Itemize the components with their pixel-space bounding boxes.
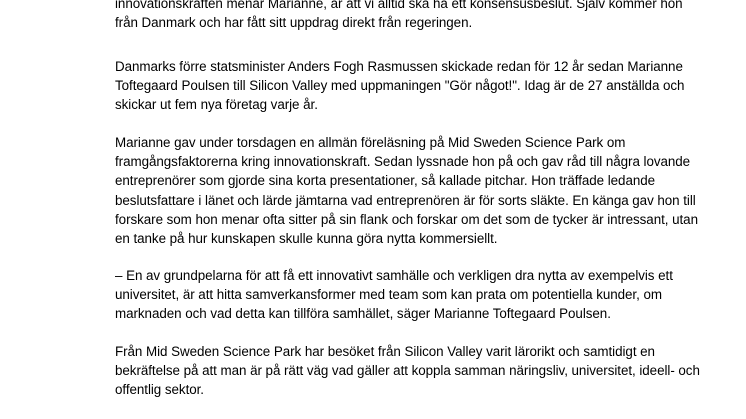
paragraph-line: offentlig sektor. [115,382,204,398]
paragraph-line: entreprenörer som gjorde sina korta presentationer, så kallade pitchar. Hon träffade ledande [115,173,656,189]
paragraph-line: Toftegaard Poulsen till Silicon Valley med uppmaningen "Gör något!". Idag är de 27 anställda och [115,78,685,94]
paragraph-line: bekräftelse på att man är på rätt väg vad gäller att koppla samman näringsliv, universitet, ideell- och [115,363,700,379]
paragraph-3 [115,133,698,248]
paragraph-line: skickar ut fem nya företag varje år. [115,97,318,113]
paragraph-2 [115,57,685,115]
paragraph-line: forskare som hon menar ofta sitter på sin flank och forskar om det som de tycker är intressant, utan [115,211,698,227]
paragraph-1 [115,0,683,32]
paragraph-4-quote [115,266,673,324]
paragraph-line: Från Mid Sweden Science Park har besöket från Silicon Valley varit lärorikt och samtidigt en [115,344,655,359]
paragraph-line: marknaden och vad detta kan tillföra samhället, säger Marianne Toftegaard Poulsen. [115,306,611,322]
paragraph-line: Danmarks förre statsminister Anders Fogh Rasmussen skickade redan för 12 år sedan Marianne [115,59,683,74]
paragraph-line: innovationskraften menar Marianne, är att vi alltid ska ha ett konsensusbeslut. Själv kommer hon [115,0,683,11]
paragraph-line: framgångsfaktorerna kring innovationskraft. Sedan lyssnade hon på och gav råd till några lovande [115,154,691,170]
paragraph-line: – En av grundpelarna för att få ett innovativt samhälle och verkligen dra nytta av exempelvis ett [115,268,673,283]
paragraph-5 [115,342,700,400]
paragraph-line: universitet, är att hitta samverkansformer med team som kan prata om potentiella kunder, om [115,287,662,303]
paragraph-line: beslutsfattare i länet och lärde jämtarna vad entreprenören är för sorts släkte. En känga gav hon till [115,192,696,208]
paragraph-line: Marianne gav under torsdagen en allmän föreläsning på Mid Sweden Science Park om [115,135,626,150]
paragraph-line: från Danmark och har fått sitt uppdrag direkt från regeringen. [115,15,473,31]
paragraph-line: en tanke på hur kunskapen skulle kunna göra nytta kommersiellt. [115,231,498,247]
